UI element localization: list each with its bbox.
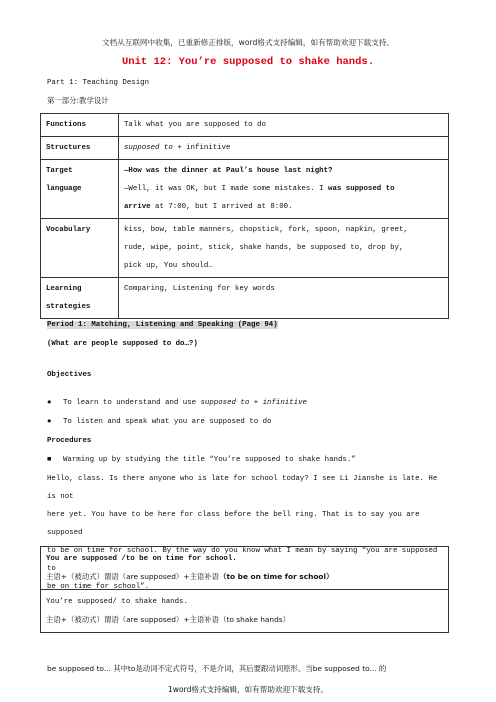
row-value-structures <box>119 137 449 160</box>
grammar-analysis-bold: （to be on time for school） <box>219 572 334 581</box>
row-label-strategies <box>41 278 119 319</box>
table-row <box>41 114 449 137</box>
objective-item <box>47 399 307 407</box>
table-row <box>41 547 449 590</box>
part-heading: Part 1: Teaching Design <box>47 79 150 87</box>
row-label-vocabulary: Vocabulary <box>41 219 119 278</box>
vocab-line: pick up, You should… <box>124 262 213 270</box>
grammar-analysis-1 <box>46 568 443 586</box>
vocab-line: rude, wipe, point, stick, shake hands, be supposed to, drop by, <box>124 244 404 252</box>
grammar-cell <box>41 590 449 633</box>
warmup-step <box>47 456 356 464</box>
bullet-icon: ● <box>47 399 52 407</box>
table-row <box>41 137 449 160</box>
paragraph-line: be on time for school”. <box>47 583 150 591</box>
row-value-functions: Talk what you are supposed to do <box>119 114 449 137</box>
objective-text: To listen and speak what you are supposed to do <box>63 418 272 426</box>
target-answer-bold: was supposed to <box>328 185 395 193</box>
warmup-text: Warming up by studying the title “You’re supposed to shake hands.” <box>63 456 356 464</box>
target-label-1: Target <box>46 167 73 175</box>
structures-rest: + infinitive <box>172 144 231 152</box>
target-answer-text: —Well, it was OK, but I made some mistakes. I <box>124 185 329 193</box>
table-row <box>41 590 449 633</box>
objective-italic: supposed to + infinitive <box>200 399 307 407</box>
bottom-note: be supposed to... 其中to是动词不定式符号，不是介词，其后要跟动词原形。当be supposed to... 的 <box>47 664 387 673</box>
header-note: 文档从互联网中收集，已重新修正排版，word格式支持编辑，如有帮助欢迎下载支持。 <box>101 38 395 47</box>
row-value-vocabulary <box>119 219 449 278</box>
procedures-heading: Procedures <box>47 437 92 445</box>
grammar-cell <box>41 547 449 590</box>
row-value-strategies: Comparing, Listening for key words <box>119 278 449 319</box>
target-answer-line-2 <box>124 198 443 216</box>
grammar-analysis-text: 主语+（被动式）谓语（are supposed）+主语补语 <box>46 572 220 581</box>
period-heading-text: Period 1: Matching, Listening and Speaking (Page 94) <box>47 321 278 329</box>
teaching-design-table <box>40 113 449 319</box>
unit-title: Unit 12: You’re supposed to shake hands. <box>121 56 375 68</box>
paragraph-line: Hello, class. Is there anyone who is late for school today? I see Li Jianshe is late. He is not <box>47 475 438 501</box>
part-heading-cn: 第一部分:教学设计 <box>47 96 109 105</box>
target-answer-bold-2: arrive <box>124 203 151 211</box>
grammar-example-2: You’re supposed/ to shake hands. <box>46 598 188 606</box>
paragraph-line: to be on time for school. By the way do you know what I mean by saying “you are supposed to <box>47 547 438 573</box>
target-answer-rest: at 7:00, but I arrived at 8:00. <box>150 203 293 211</box>
square-bullet-icon: ■ <box>47 456 52 464</box>
row-value-target <box>119 160 449 219</box>
objectives-heading: Objectives <box>47 371 92 379</box>
grammar-analysis-2: 主语+（被动式）谓语（are supposed）+主语补语（to shake hands） <box>46 615 291 624</box>
bullet-icon: ● <box>47 418 52 426</box>
period-heading <box>47 321 278 329</box>
vocab-line: kiss, bow, table manners, chopstick, fork, spoon, napkin, greet, <box>124 226 408 234</box>
paragraph-line: here yet. You have to be here for class before the bell ring. That is to say you are supposed <box>47 511 420 537</box>
grammar-example-1: You are supposed /to be on time for school. <box>46 555 237 563</box>
row-label-target <box>41 160 119 219</box>
target-question: —How was the dinner at Paul’s house last night? <box>124 167 333 175</box>
strategies-label-1: Learning <box>46 285 82 293</box>
row-label-structures: Structures <box>41 137 119 160</box>
table-row <box>41 278 449 319</box>
footer-note: 1word格式支持编辑，如有帮助欢迎下载支持。 <box>167 685 329 694</box>
target-label-2: language <box>46 185 82 193</box>
table-row <box>41 160 449 219</box>
target-answer-line-1 <box>124 180 443 198</box>
grammar-table <box>40 546 449 633</box>
table-row <box>41 219 449 278</box>
strategies-label-2: strategies <box>46 303 91 311</box>
structures-italic: supposed to <box>124 144 173 152</box>
objective-item <box>47 418 271 426</box>
row-label-functions: Functions <box>41 114 119 137</box>
objective-text: To learn to understand and use <box>63 399 201 407</box>
period-subheading: (What are people supposed to do…?) <box>47 340 198 348</box>
